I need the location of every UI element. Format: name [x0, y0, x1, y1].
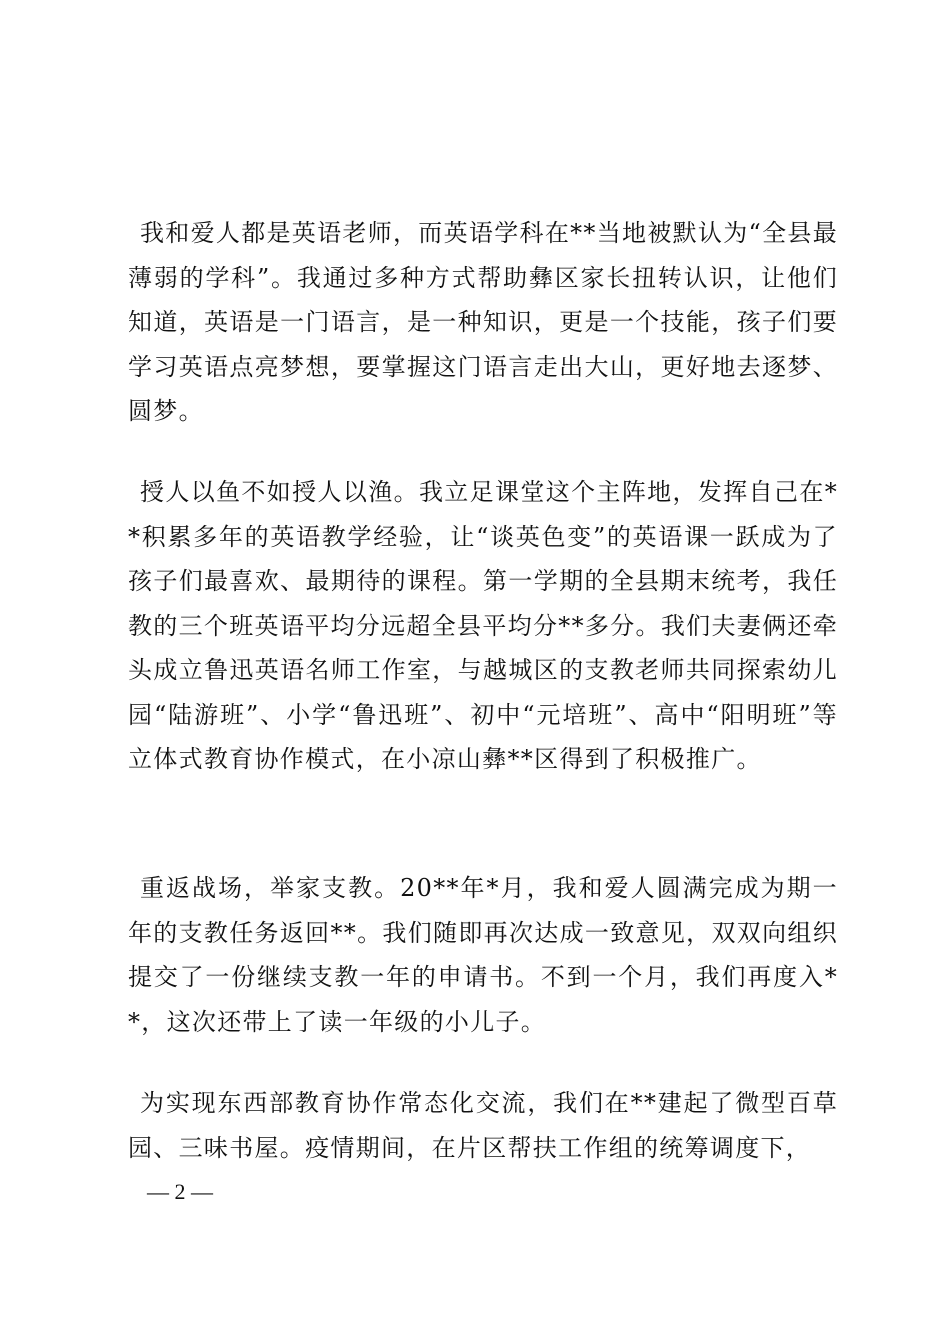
paragraph-return-to-support: 重返战场，举家支教。20**年*月，我和爱人圆满完成为期一年的支教任务返回**。我们随即再次达成一致意见，双双向组织提交了一份继续支教一年的申请书。不到一个月，我们再度入**，这次还带上了读一年级的小儿子。 — [128, 874, 838, 1036]
page-number: — 2 — — [147, 1179, 213, 1204]
paragraph-english-teachers: 我和爱人都是英语老师，而英语学科在**当地被默认为“全县最薄弱的学科”。我通过多种方式帮助彝区家长扭转认识，让他们知道，英语是一门语言，是一种知识，更是一个技能，孩子们要学习英语点亮梦想，要掌握这门语言走出大山，更好地去逐梦、圆梦。 — [128, 219, 838, 425]
paragraph-east-west-exchange: 为实现东西部教育协作常态化交流，我们在**建起了微型百草园、三味书屋。疫情期间，在片区帮扶工作组的统筹调度下， — [128, 1089, 838, 1162]
paragraph-teaching-method: 授人以鱼不如授人以渔。我立足课堂这个主阵地，发挥自己在**积累多年的英语教学经验，让“谈英色变”的英语课一跃成为了孩子们最喜欢、最期待的课程。第一学期的全县期末统考，我任教的三个班英语平均分远超全县平均分**多分。我们夫妻俩还牵头成立鲁迅英语名师工作室，与越城区的支教老师共同探索幼儿园“陆游班”、小学“鲁迅班”、初中“元培班”、高中“阳明班”等立体式教育协作模式，在小凉山彝**区得到了积极推广。 — [128, 478, 838, 773]
